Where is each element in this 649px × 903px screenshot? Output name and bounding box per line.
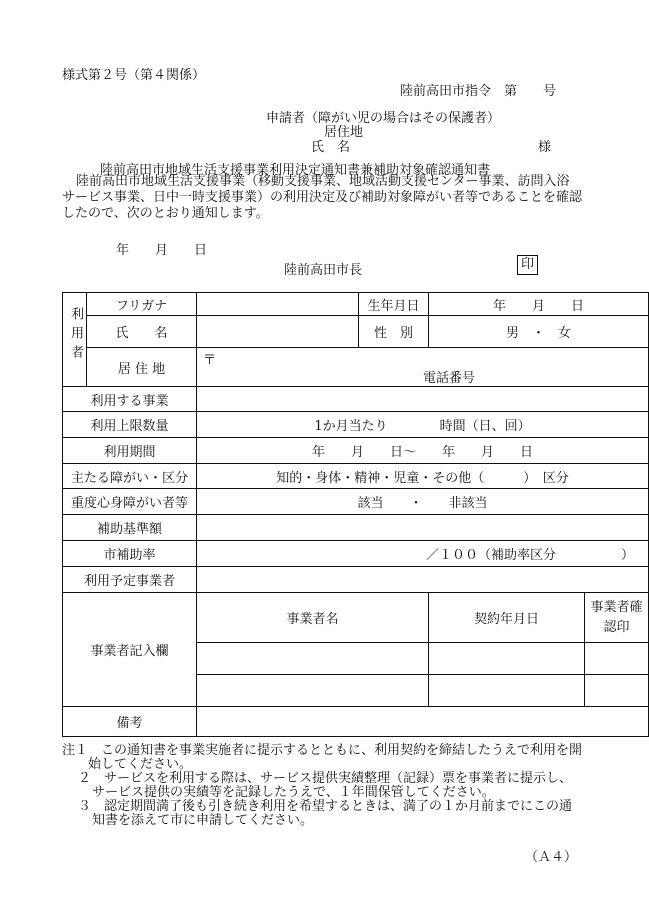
service-label: 利用する事業 [63,387,197,412]
provider-name-cell [197,675,429,707]
base-amount-field [197,515,649,541]
body-text: 陸前高田市地域生活支援事業（移動支援事業、地域活動支援センター事業、訪問入浴サービス事業、日中一時支援事業）の利用決定及び補助対象障がい者等であることを確認したので、次のとおり通知します。 [62,174,583,221]
name-field [197,316,359,348]
disability-value: 知的・身体・精神・児童・その他（ ） 区分 [197,464,649,489]
severe-value: 該当 ・ 非該当 [197,489,649,515]
birthdate-label: 生年月日 [359,293,429,316]
name-label: 氏 名 [311,140,351,155]
planned-provider-label: 利用予定事業者 [63,567,197,593]
reference-number: 陸前高田市指令 第 号 [400,84,557,99]
base-amount-label: 補助基準額 [63,515,197,541]
mayor-title: 陸前高田市長 [284,263,363,278]
contract-date-cell [429,675,585,707]
note-2: ２ サービスを利用する際は、サービス提供実績整理（記録）票を事業者に提示し、サービス提供の実績等を記録したうえで、１年間保管してください。 [78,771,573,800]
provider-name-cell [197,643,429,675]
provider-seal-cell [585,675,649,707]
address-row-label: 居 住 地 [87,348,197,387]
period-label: 利用期間 [63,438,197,464]
limit-label: 利用上限数量 [63,412,197,438]
seal-mark: 印 [517,255,538,275]
form-table [62,292,649,737]
phone-label: 電話番号 [423,371,476,386]
document-title: 陸前高田市地域生活支援事業利用決定通知書兼補助対象確認通知書 [100,163,491,178]
remarks-field [197,707,649,737]
name-row-label: 氏 名 [87,316,197,348]
remarks-label: 備考 [63,707,197,737]
form-number: 様式第２号（第４関係） [62,68,206,83]
gender-value: 男 ・ 女 [429,316,649,348]
furigana-field [197,293,359,316]
birthdate-value: 年 月 日 [429,293,649,316]
issue-date: 年 月 日 [116,243,208,258]
limit-value: 1か月当たり 時間（日、回） [197,412,649,438]
note-3: ３ 認定期間満了後も引き続き利用を希望するときは、満了の１か月前までにこの通知書を添えて市に申請してください。 [78,799,573,828]
planned-provider-field [197,567,649,593]
severe-label: 重度心身障がい者等 [63,489,197,515]
paper-size: （Ａ４） [525,850,578,865]
address-label: 居住地 [324,125,364,140]
provider-seal-cell [585,643,649,675]
user-column-label: 利用者 [63,293,87,387]
provider-name-header: 事業者名 [197,593,429,643]
rate-label: 市補助率 [63,541,197,567]
address-field [197,348,649,387]
service-field [197,387,649,412]
contract-date-cell [429,643,585,675]
furigana-label: フリガナ [87,293,197,316]
gender-label: 性 別 [359,316,429,348]
note-1: 注１ この通知書を事業実施者に提示するとともに、利用契約を締結したうえで利用を開始してください。 [62,743,583,772]
applicant-label: 申請者（障がい児の場合はその保護者） [266,111,501,126]
provider-section-label: 事業者記入欄 [63,593,197,707]
postal-mark: 〒 [203,353,217,368]
name-suffix: 様 [538,140,552,155]
notes [62,744,582,828]
disability-label: 主たる障がい・区分 [63,464,197,489]
provider-seal-header: 事業者確認印 [585,593,649,643]
contract-date-header: 契約年月日 [429,593,585,643]
period-value: 年 月 日～ 年 月 日 [197,438,649,464]
rate-value: ／１００（補助率区分 ） [197,541,649,567]
